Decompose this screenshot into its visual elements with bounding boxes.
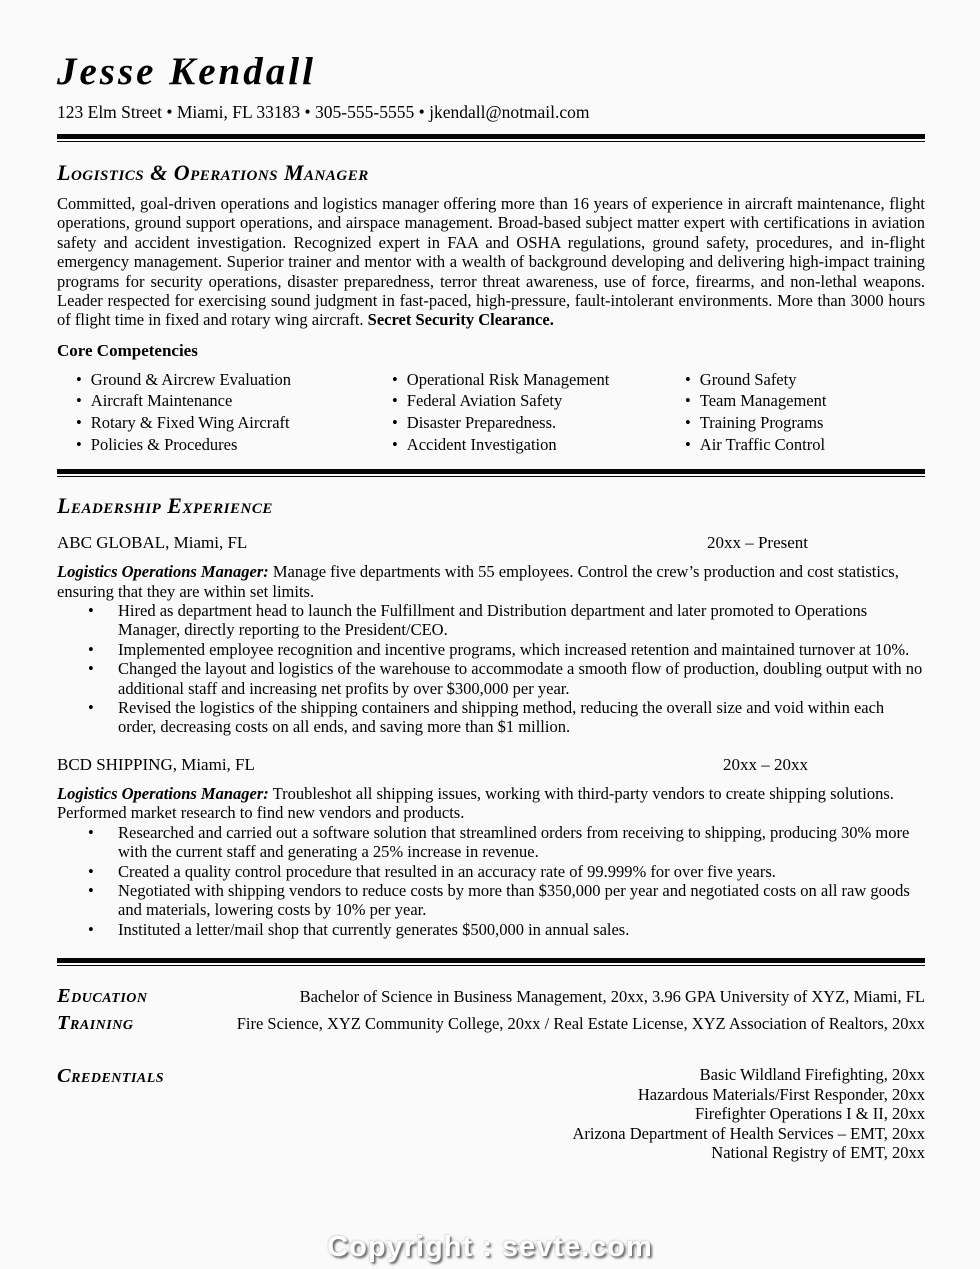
competency-item: • Aircraft Maintenance [76,390,392,412]
education-value: Bachelor of Science in Business Management, 20xx, 3.96 GPA University of XYZ, Miami, FL [299,987,925,1007]
summary-text: Committed, goal-driven operations and logistics manager offering more than 16 years of experience in aircraft maintenance, flight operations, ground support operations, and airspace management. Broad-based subject matter expert with certifications in aviation safety and accident investigation. Recognized expert in FAA and OSHA regulations, ground safety, procedures, and in-flight emergency management. Superior trainer and mentor with a wealth of background developing and delivering high-impact training programs for security operations, disaster preparedness, terror threat awareness, use of force, firearms, and non-lethal weapons. Leader respected for exercising sound judgment in fast-paced, high-pressure, fault-intolerant environments. More than 3000 hours of flight time in fixed and rotary wing aircraft. [57,194,925,330]
job-role-paragraph [57,784,925,823]
profile-title: Logistics & Operations Manager [57,160,369,185]
credential-item: Hazardous Materials/First Responder, 20xx [637,1084,925,1104]
person-name: Jesse Kendall [57,50,316,93]
job-bullet: • Revised the logistics of the shipping containers and shipping method, reducing the overall size and void within each order, decreasing costs on all ends, and saving more than $1 million. [118,698,925,737]
section-divider [57,958,925,966]
job-header [57,533,925,552]
job-company: BCD SHIPPING, Miami, FL [57,754,255,774]
credentials-row [57,1065,925,1163]
job-bullet: • Implemented employee recognition and incentive programs, which increased retention and maintained turnover at 10%. [118,640,925,659]
training-row [57,1012,925,1035]
credentials-label: Credentials [57,1065,165,1088]
job-dates: 20xx – 20xx [723,754,808,774]
job-entry [57,533,925,737]
training-label: Training [57,1012,134,1035]
profile-summary [57,194,925,330]
competency-item: • Federal Aviation Safety [392,390,685,412]
training-value: Fire Science, XYZ Community College, 20xx / Real Estate License, XYZ Association of Realtors, 20xx [236,1014,925,1034]
job-entry [57,755,925,939]
job-bullet-list [57,601,925,737]
core-competencies-heading: Core Competencies [57,340,198,360]
job-dates: 20xx – Present [706,533,808,553]
competency-item: • Rotary & Fixed Wing Aircraft [76,412,392,434]
security-clearance-highlight: Secret Security Clearance. [367,310,554,330]
job-bullet: • Negotiated with shipping vendors to reduce costs by more than $350,000 per year and negotiated costs on all raw goods and materials, lowering costs by 10% per year. [118,881,925,920]
job-bullet: • Changed the layout and logistics of the warehouse to accommodate a smooth flow of production, doubling output with no additional staff and increasing net profits by over $300,000 per year. [118,659,925,698]
job-bullet: • Researched and carried out a software solution that streamlined orders from receiving to shipping, producing 30% more with the current staff and generating a 25% increase in revenue. [118,823,925,862]
education-label: Education [57,985,148,1008]
competency-column [76,369,392,455]
job-bullet-list [57,823,925,939]
competency-item: • Ground Safety [685,369,925,391]
competency-item: • Training Programs [685,412,925,434]
credential-item: Firefighter Operations I & II, 20xx [694,1104,925,1124]
job-role-summary: Manage five departments with 55 employees. Control the crew’s production and cost statistics, ensuring that they are within set limits. [57,562,899,601]
credentials-list [164,1065,925,1163]
section-divider [57,469,925,477]
education-row [57,985,925,1008]
job-bullet: • Created a quality control procedure that resulted in an accuracy rate of 99.999% for over five years. [118,862,925,881]
credential-item: Basic Wildland Firefighting, 20xx [699,1065,925,1085]
experience-section-title: Leadership Experience [57,493,273,519]
copyright-watermark: Copyright : sevte.com [327,1231,653,1263]
job-company: ABC GLOBAL, Miami, FL [57,533,248,553]
competency-item: • Operational Risk Management [392,369,685,391]
competency-column [392,369,685,455]
job-role-title: Logistics Operations Manager: [57,562,269,582]
job-bullet: • Hired as department head to launch the Fulfillment and Distribution department and later promoted to Operations Manager, directly reporting to the President/CEO. [118,601,925,640]
competency-item: • Team Management [685,390,925,412]
competency-item: • Policies & Procedures [76,434,392,456]
job-role-title: Logistics Operations Manager: [57,783,269,803]
job-role-paragraph [57,562,925,601]
competency-item: • Ground & Aircrew Evaluation [76,369,392,391]
credential-item: National Registry of EMT, 20xx [711,1143,925,1163]
job-header [57,755,925,774]
job-bullet: • Instituted a letter/mail shop that currently generates $500,000 in annual sales. [118,920,925,939]
competency-item: • Accident Investigation [392,434,685,456]
credential-item: Arizona Department of Health Services – EMT, 20xx [572,1123,925,1143]
header-divider [57,134,925,142]
contact-line: 123 Elm Street • Miami, FL 33183 • 305-555-5555 • jkendall@notmail.com [57,102,590,122]
competency-item: • Air Traffic Control [685,434,925,456]
competency-grid [57,369,925,455]
job-role-summary: Troubleshot all shipping issues, working with third-party vendors to create shipping solutions. Performed market research to find new vendors and products. [57,783,894,823]
competency-item: • Disaster Preparedness. [392,412,685,434]
competency-column [685,369,925,455]
